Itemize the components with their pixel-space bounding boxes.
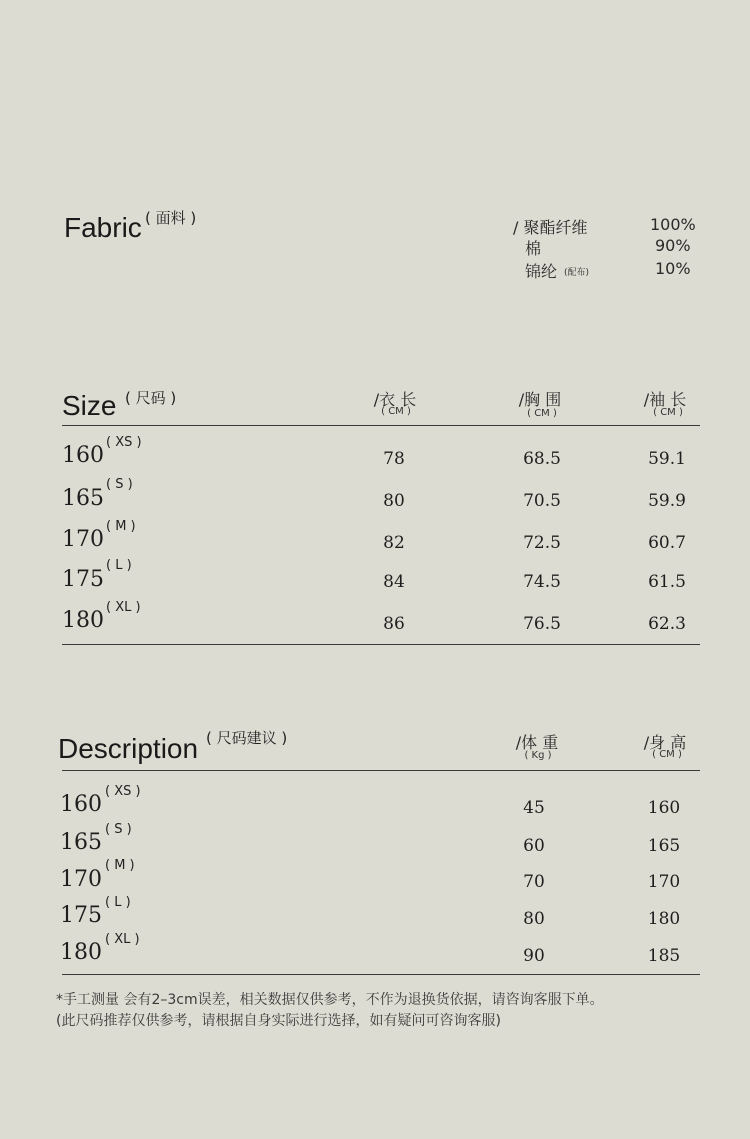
height-value: 160	[647, 798, 681, 818]
size-number: 180	[62, 608, 104, 633]
sleeve-value: 59.9	[648, 491, 686, 511]
length-value: 86	[383, 614, 405, 634]
fabric-item-name: 锦纶	[525, 262, 558, 281]
size-tag: ( XL )	[106, 600, 141, 615]
chest-value: 70.5	[523, 491, 561, 511]
column-unit: ( CM )	[381, 406, 411, 417]
column-header-sleeve: /袖 长	[643, 390, 687, 409]
size-title: Size	[62, 390, 117, 421]
chest-value: 76.5	[523, 614, 561, 634]
column-unit: ( Kg )	[524, 750, 552, 761]
table-bottom-rule	[62, 974, 700, 975]
sleeve-value: 62.3	[648, 614, 686, 634]
column-unit: ( CM )	[527, 408, 557, 419]
fabric-item-name: / 聚酯纤维	[513, 218, 588, 237]
fabric-item-note: (配布)	[564, 268, 590, 278]
sleeve-value: 61.5	[648, 572, 686, 592]
table-top-rule	[62, 425, 700, 426]
size-number: 170	[62, 527, 104, 552]
weight-value: 80	[523, 909, 545, 929]
measurement-note: *手工测量 会有2–3cm误差，相关数据仅供参考，不作为退换货依据，请咨询客服下单。	[56, 992, 604, 1008]
weight-value: 70	[523, 872, 545, 892]
fabric-item-value: 100%	[650, 215, 696, 234]
column-header-weight: /体 重	[515, 733, 559, 752]
size-number: 165	[62, 486, 104, 511]
sleeve-value: 60.7	[648, 533, 686, 553]
description-title: Description	[58, 733, 199, 764]
height-value: 180	[647, 909, 681, 929]
fabric-item-name: 棉	[525, 239, 542, 258]
column-unit: ( CM )	[653, 407, 683, 418]
size-number: 175	[62, 567, 104, 592]
description-title-cn: ( 尺码建议 )	[206, 729, 288, 747]
size-tag: ( M )	[105, 858, 135, 873]
height-value: 170	[647, 872, 681, 892]
size-tag: ( M )	[106, 519, 136, 534]
length-value: 82	[383, 533, 405, 553]
table-bottom-rule	[62, 644, 700, 645]
chest-value: 68.5	[523, 449, 561, 469]
sleeve-value: 59.1	[648, 449, 686, 469]
fabric-title: Fabric	[64, 212, 142, 243]
recommendation-note: (此尺码推荐仅供参考，请根据自身实际进行选择，如有疑问可咨询客服)	[56, 1013, 501, 1029]
size-tag: ( S )	[105, 822, 132, 837]
size-tag: ( XS )	[105, 784, 141, 799]
fabric-title-cn: ( 面料 )	[145, 209, 197, 227]
size-number: 165	[60, 830, 102, 855]
size-tag: ( XL )	[105, 932, 140, 947]
size-number: 180	[60, 940, 102, 965]
table-top-rule	[62, 770, 700, 771]
size-tag: ( L )	[106, 558, 132, 573]
length-value: 84	[383, 572, 405, 592]
weight-value: 45	[523, 798, 545, 818]
size-number: 160	[60, 792, 102, 817]
chest-value: 74.5	[523, 572, 561, 592]
weight-value: 90	[523, 946, 545, 966]
height-value: 165	[647, 836, 681, 856]
length-value: 78	[383, 449, 405, 469]
size-number: 170	[60, 867, 102, 892]
column-unit: ( CM )	[652, 749, 682, 760]
size-tag: ( L )	[105, 895, 131, 910]
size-tag: ( XS )	[106, 435, 142, 450]
size-title-cn: ( 尺码 )	[125, 389, 177, 407]
column-header-chest: /胸 围	[518, 390, 562, 409]
fabric-item-value: 90%	[655, 236, 691, 255]
length-value: 80	[383, 491, 405, 511]
weight-value: 60	[523, 836, 545, 856]
fabric-item-value: 10%	[655, 259, 691, 278]
size-number: 175	[60, 903, 102, 928]
size-tag: ( S )	[106, 477, 133, 492]
column-header-height: /身 高	[643, 733, 687, 752]
column-header-length: /衣 长	[373, 390, 417, 409]
size-number: 160	[62, 443, 104, 468]
height-value: 185	[647, 946, 681, 966]
chest-value: 72.5	[523, 533, 561, 553]
